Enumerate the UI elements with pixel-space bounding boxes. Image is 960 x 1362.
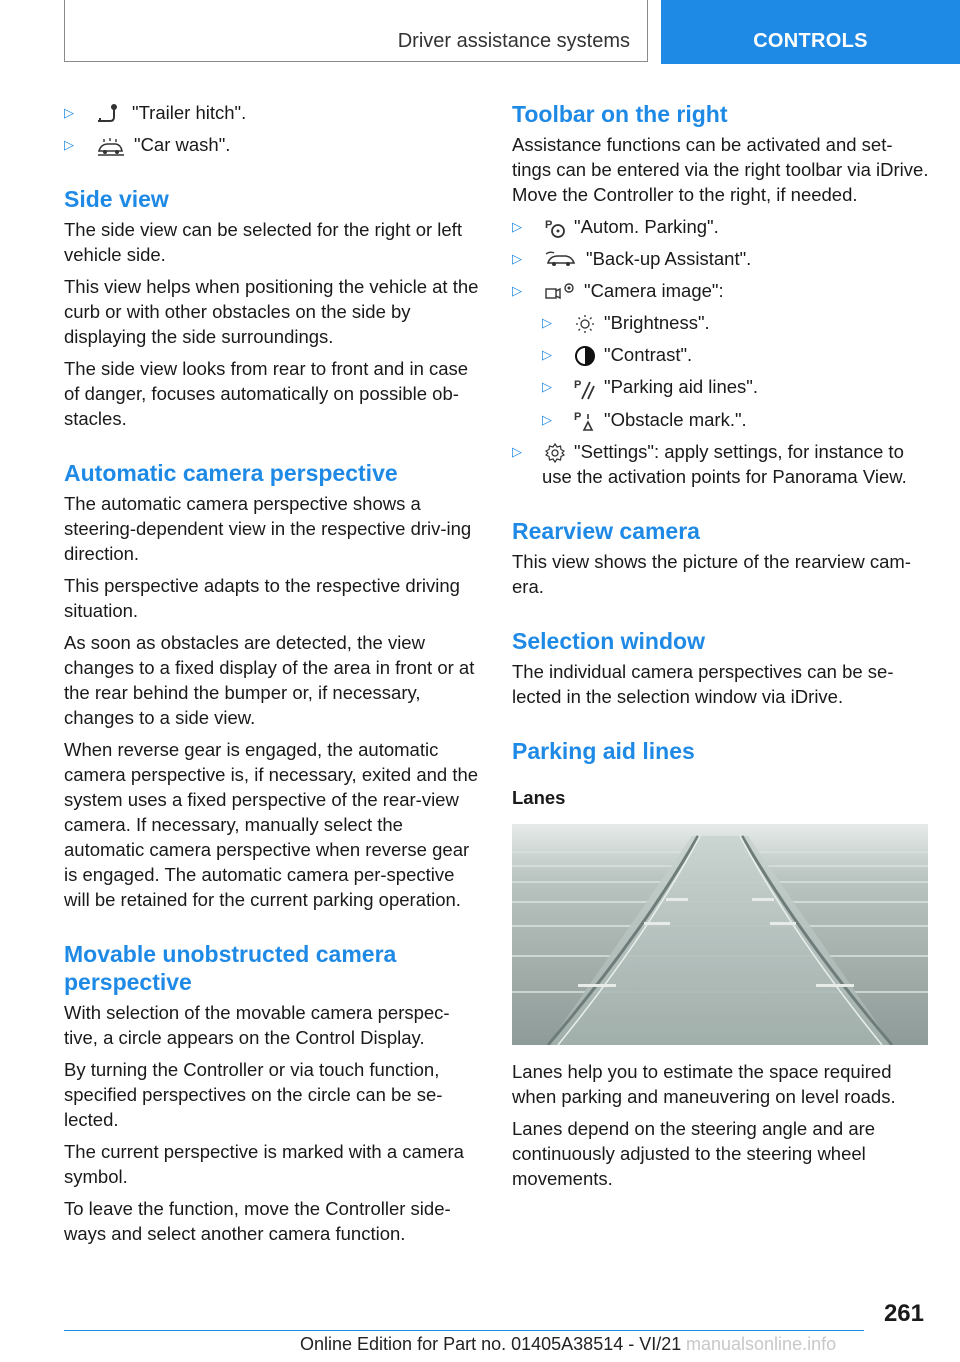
sub-list-item: ▷ "Brightness".	[512, 310, 930, 335]
paragraph: This view shows the picture of the rearview cam-era.	[512, 550, 911, 597]
paragraph: Assistance functions can be activated and set-tings can be entered via the right toolbar via iDrive. Move the Controller to the right, if needed.	[512, 134, 929, 205]
bullet-triangle-icon: ▷	[542, 347, 552, 363]
list-item: ▷ "Camera image":	[512, 278, 930, 303]
camera-image-icon	[544, 281, 576, 303]
chapter-tab: CONTROLS	[661, 0, 960, 64]
svg-text:P: P	[545, 219, 553, 232]
subheading-lanes: Lanes	[512, 786, 566, 808]
paragraph: The current perspective is marked with a camera symbol.	[64, 1141, 464, 1188]
svg-text:P: P	[574, 378, 582, 391]
heading-rearview-camera: Rearview camera	[512, 517, 700, 544]
heading-automatic-camera-perspective: Automatic camera perspective	[64, 460, 398, 487]
paragraph: This perspective adapts to the respective driving situation.	[64, 575, 460, 622]
section-title: Driver assistance systems	[397, 30, 630, 52]
bullet-triangle-icon: ▷	[542, 411, 552, 427]
edition-line: Online Edition for Part no. 01405A38514 - VI/21	[300, 1334, 682, 1354]
page-number: 261	[883, 1300, 924, 1327]
list-item: ▷ "Back-up Assistant".	[512, 248, 752, 270]
left-column	[64, 100, 482, 1253]
sub-list-item: ▷ "Contrast".	[512, 342, 930, 367]
paragraph: With selection of the movable camera perspec-tive, a circle appears on the Control Display.	[64, 1002, 450, 1049]
paragraph: To leave the function, move the Controller side-ways and select another camera function.	[64, 1198, 451, 1245]
list-item: ▷ "Car wash".	[64, 132, 482, 157]
paragraph: This view helps when positioning the vehicle at the curb or with other obstacles on the side by displaying the side surroundings.	[64, 276, 479, 348]
paragraph: By turning the Controller or via touch function, specified perspectives on the circle can be se-lected.	[64, 1059, 443, 1131]
bullet-triangle-icon: ▷	[512, 219, 522, 234]
heading-parking-aid-lines: Parking aid lines	[512, 737, 695, 764]
settings-icon	[544, 442, 566, 464]
bullet-triangle-icon: ▷	[64, 137, 74, 153]
heading-toolbar: Toolbar on the right	[512, 101, 728, 127]
svg-text:P: P	[574, 410, 582, 423]
paragraph: When reverse gear is engaged, the automatic camera perspective is, if necessary, exited and the system uses a fixed perspective of the rear-view camera. If necessary, manually select the automatic camera perspective when reverse gear is engaged. The automatic camera per-spective will be retained for the current parking operation.	[64, 739, 479, 911]
bullet-triangle-icon: ▷	[512, 251, 522, 267]
autom-parking-icon	[544, 217, 566, 239]
sub-list-item: ▷ P "Obstacle mark.".	[512, 407, 930, 432]
sub-list-item: ▷ P "Parking aid lines".	[512, 374, 930, 399]
footer-divider	[64, 1330, 864, 1331]
bullet-triangle-icon: ▷	[542, 315, 552, 331]
brightness-icon	[574, 313, 596, 335]
bullet-triangle-icon: ▷	[512, 283, 522, 299]
list-item: ▷ "Trailer hitch".	[64, 100, 482, 125]
list-item: ▷ P "Autom. Parking".	[512, 214, 930, 239]
list-item: ▷ "Settings": apply settings, for instance to use the activation points for Panorama View.	[512, 440, 907, 487]
paragraph: Lanes help you to estimate the space required when parking and maneuvering on level roads.	[512, 1060, 896, 1107]
heading-side-view: Side view	[64, 186, 169, 213]
bullet-triangle-icon: ▷	[512, 443, 522, 459]
right-column	[512, 100, 930, 1198]
watermark: manualsonline.info	[686, 1334, 837, 1354]
paragraph: Lanes depend on the steering angle and are continuously adjusted to the steering wheel movements.	[512, 1117, 876, 1189]
bullet-triangle-icon: ▷	[64, 105, 74, 120]
bullet-triangle-icon: ▷	[542, 379, 552, 395]
paragraph: As soon as obstacles are detected, the view changes to a fixed display of the area in front or at the rear behind the bumper or, if necessary, changes to a side view.	[64, 632, 475, 729]
paragraph: The automatic camera perspective shows a steering-dependent view in the respective driv-ing direction.	[64, 493, 472, 565]
paragraph: The side view looks from rear to front and in case of danger, focuses automatically on possible ob-stacles.	[64, 358, 469, 430]
heading-selection-window: Selection window	[512, 627, 705, 654]
lanes-illustration	[512, 824, 928, 1045]
heading-movable-camera-perspective: Movable unobstructed camera perspective	[64, 941, 397, 996]
paragraph: The side view can be selected for the right or left vehicle side.	[64, 219, 462, 266]
car-wash-icon	[96, 135, 126, 157]
trailer-hitch-icon	[96, 103, 124, 125]
contrast-icon	[574, 345, 596, 367]
parking-aid-lines-icon	[574, 378, 596, 400]
paragraph: The individual camera perspectives can be se-lected in the selection window via iDrive.	[512, 660, 894, 707]
backup-assistant-icon	[544, 250, 578, 270]
obstacle-mark-icon	[574, 410, 596, 432]
